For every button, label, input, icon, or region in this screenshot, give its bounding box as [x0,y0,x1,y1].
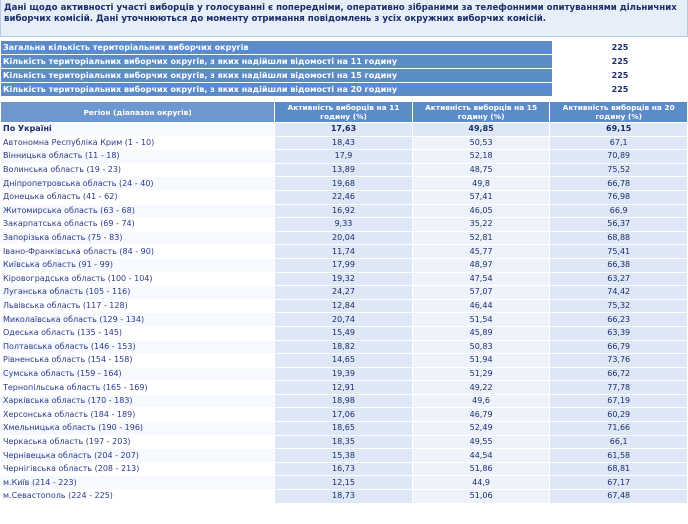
table-row [1,164,687,177]
table-row [1,150,687,163]
turnout-h15: 51,86 [413,463,550,476]
region-link[interactable]: Тернопільська область (165 - 169) [1,381,274,394]
turnout-h15: 52,81 [413,232,550,245]
intro-note: Дані щодо активності участі виборців у голосуванні є попередніми, оперативно зібраними за телефонними опитуваннями дільничних виборчих комісій. Дані уточнюються до моменту отримання повідомлень з усіх окружних виборчих комісій. [0,0,688,37]
summary-row [1,83,687,96]
region-link[interactable]: Кіровоградська область (100 - 104) [1,273,274,286]
table-row [1,218,687,231]
turnout-h11: 19,39 [275,368,412,381]
turnout-h15: 52,49 [413,422,550,435]
turnout-h20: 75,52 [550,164,687,177]
turnout-h11: 20,04 [275,232,412,245]
turnout-h20: 66,79 [550,341,687,354]
turnout-h15: 49,6 [413,395,550,408]
turnout-h11: 15,38 [275,449,412,462]
table-row [1,313,687,326]
turnout-h15: 51,94 [413,354,550,367]
region-link[interactable]: Хмельницька область (190 - 196) [1,422,274,435]
summary-label: Кількість територіальних виборчих округів, з яких надійшли відомості на 11 годину [1,55,552,68]
turnout-h15: 44,9 [413,476,550,489]
region-link[interactable]: Донецька область (41 - 62) [1,191,274,204]
turnout-h11: 12,84 [275,300,412,313]
turnout-h20: 73,76 [550,354,687,367]
turnout-h15: 45,89 [413,327,550,340]
region-link[interactable]: Сумська область (159 - 164) [1,368,274,381]
turnout-h20: 56,37 [550,218,687,231]
table-row [1,245,687,258]
table-row [1,259,687,272]
table-row [1,137,687,150]
table-row [1,395,687,408]
turnout-h15: 49,8 [413,177,550,190]
turnout-h15: 51,29 [413,368,550,381]
column-header-h20: Активність виборців на 20 годину (%) [550,102,687,122]
turnout-h15: 57,41 [413,191,550,204]
turnout-h20: 70,89 [550,150,687,163]
region-link[interactable]: Львівська область (117 - 128) [1,300,274,313]
turnout-h11: 17,99 [275,259,412,272]
turnout-h20: 77,78 [550,381,687,394]
table-row [1,408,687,421]
total-h15: 49,85 [413,123,550,136]
total-row [1,123,687,136]
turnout-h15: 35,22 [413,218,550,231]
region-link[interactable]: Миколаївська область (129 - 134) [1,313,274,326]
table-row [1,436,687,449]
region-link[interactable]: Черкаська область (197 - 203) [1,436,274,449]
turnout-h11: 9,33 [275,218,412,231]
turnout-h11: 11,74 [275,245,412,258]
turnout-h15: 51,54 [413,313,550,326]
turnout-h20: 60,29 [550,408,687,421]
region-link[interactable]: Закарпатська область (69 - 74) [1,218,274,231]
turnout-h20: 66,72 [550,368,687,381]
region-link[interactable]: Автономна Республіка Крим (1 - 10) [1,137,274,150]
turnout-h20: 66,23 [550,313,687,326]
total-h20: 69,15 [550,123,687,136]
region-link[interactable]: Херсонська область (184 - 189) [1,408,274,421]
turnout-h20: 75,32 [550,300,687,313]
table-row [1,273,687,286]
turnout-h20: 63,39 [550,327,687,340]
region-link[interactable]: Запорізька область (75 - 83) [1,232,274,245]
turnout-h11: 14,65 [275,354,412,367]
turnout-h11: 19,68 [275,177,412,190]
summary-label: Кількість територіальних виборчих округів, з яких надійшли відомості на 20 годину [1,83,552,96]
turnout-h20: 66,38 [550,259,687,272]
turnout-h20: 68,88 [550,232,687,245]
table-row [1,327,687,340]
region-link[interactable]: Луганська область (105 - 116) [1,286,274,299]
total-region: По Україні [1,123,274,136]
region-link[interactable]: Харківська область (170 - 183) [1,395,274,408]
turnout-h11: 17,06 [275,408,412,421]
summary-value: 225 [553,41,687,54]
turnout-h15: 47,54 [413,273,550,286]
table-row [1,300,687,313]
region-link[interactable]: Київська область (91 - 99) [1,259,274,272]
region-link[interactable]: м.Київ (214 - 223) [1,476,274,489]
summary-value: 225 [553,55,687,68]
table-row [1,177,687,190]
region-link[interactable]: Житомирська область (63 - 68) [1,205,274,218]
turnout-h20: 66,78 [550,177,687,190]
turnout-h20: 76,98 [550,191,687,204]
turnout-h11: 17,9 [275,150,412,163]
table-row [1,449,687,462]
turnout-h11: 18,82 [275,341,412,354]
table-row [1,205,687,218]
turnout-h15: 46,44 [413,300,550,313]
turnout-h15: 46,05 [413,205,550,218]
turnout-h11: 18,43 [275,137,412,150]
table-row [1,463,687,476]
turnout-h15: 48,97 [413,259,550,272]
table-row [1,191,687,204]
region-link[interactable]: Івано-Франківська область (84 - 90) [1,245,274,258]
region-link[interactable]: Чернігівська область (208 - 213) [1,463,274,476]
region-link[interactable]: Волинська область (19 - 23) [1,164,274,177]
turnout-h11: 18,73 [275,490,412,503]
table-row [1,354,687,367]
turnout-h15: 44,54 [413,449,550,462]
turnout-h20: 67,48 [550,490,687,503]
region-link[interactable]: Дніпропетровська область (24 - 40) [1,177,274,190]
turnout-h11: 12,15 [275,476,412,489]
table-row [1,476,687,489]
region-link[interactable]: Вінницька область (11 - 18) [1,150,274,163]
region-link[interactable]: Рівненська область (154 - 158) [1,354,274,367]
turnout-h20: 68,81 [550,463,687,476]
turnout-h20: 66,9 [550,205,687,218]
region-link[interactable]: м.Севастополь (224 - 225) [1,490,274,503]
summary-row [1,69,687,82]
turnout-h11: 13,89 [275,164,412,177]
column-header-h11: Активність виборців на 11 годину (%) [275,102,412,122]
turnout-table [0,101,688,504]
summary-table [0,40,688,97]
turnout-h20: 63,27 [550,273,687,286]
total-h11: 17,63 [275,123,412,136]
table-row [1,422,687,435]
turnout-h11: 12,91 [275,381,412,394]
table-row [1,490,687,503]
turnout-h11: 16,73 [275,463,412,476]
turnout-h11: 22,46 [275,191,412,204]
turnout-h15: 51,06 [413,490,550,503]
summary-row [1,41,687,54]
region-link[interactable]: Полтавська область (146 - 153) [1,341,274,354]
turnout-h11: 18,35 [275,436,412,449]
turnout-h11: 15,49 [275,327,412,340]
turnout-h20: 61,58 [550,449,687,462]
turnout-h15: 57,07 [413,286,550,299]
turnout-h20: 66,1 [550,436,687,449]
turnout-h15: 50,83 [413,341,550,354]
turnout-h11: 18,98 [275,395,412,408]
table-row [1,286,687,299]
turnout-h11: 19,32 [275,273,412,286]
turnout-h15: 49,22 [413,381,550,394]
turnout-h20: 71,66 [550,422,687,435]
summary-label: Загальна кількість територіальних виборчих округів [1,41,552,54]
table-row [1,341,687,354]
turnout-h20: 67,1 [550,137,687,150]
turnout-h20: 67,17 [550,476,687,489]
turnout-h11: 16,92 [275,205,412,218]
summary-value: 225 [553,69,687,82]
turnout-h11: 18,65 [275,422,412,435]
turnout-h15: 50,53 [413,137,550,150]
summary-label: Кількість територіальних виборчих округів, з яких надійшли відомості на 15 годину [1,69,552,82]
summary-value: 225 [553,83,687,96]
turnout-h20: 67,19 [550,395,687,408]
turnout-h15: 46,79 [413,408,550,421]
table-row [1,232,687,245]
column-header-h15: Активність виборців на 15 годину (%) [413,102,550,122]
turnout-h11: 20,74 [275,313,412,326]
table-row [1,368,687,381]
turnout-h15: 49,55 [413,436,550,449]
column-header-region: Регіон (діапазон округів) [1,102,274,122]
turnout-h15: 45,77 [413,245,550,258]
summary-row [1,55,687,68]
turnout-h20: 75,41 [550,245,687,258]
turnout-h20: 74,42 [550,286,687,299]
region-link[interactable]: Одеська область (135 - 145) [1,327,274,340]
table-header-row [1,102,687,122]
turnout-h15: 52,18 [413,150,550,163]
region-link[interactable]: Чернівецька область (204 - 207) [1,449,274,462]
table-row [1,381,687,394]
turnout-h15: 48,75 [413,164,550,177]
turnout-h11: 24,27 [275,286,412,299]
